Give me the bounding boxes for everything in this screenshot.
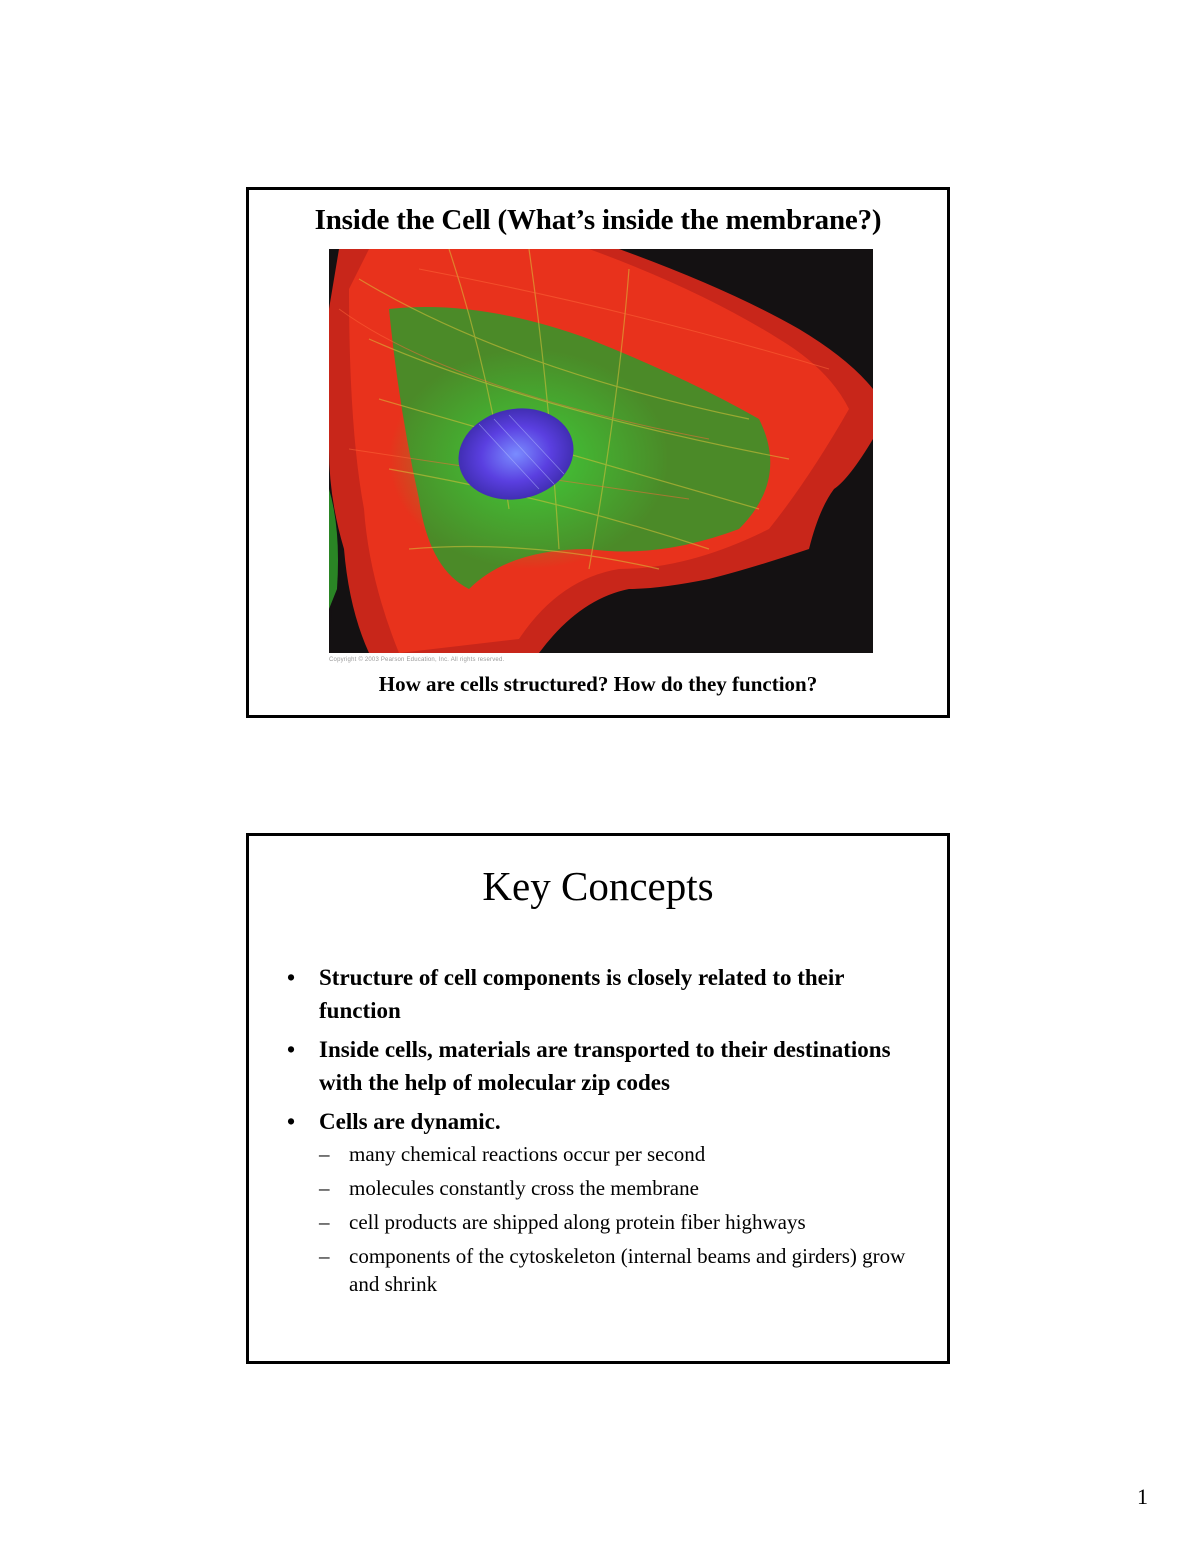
slide-caption: How are cells structured? How do they function? [378, 672, 818, 696]
bullet-item [287, 1105, 927, 1298]
bullet-item [287, 961, 927, 1027]
dash-icon: – [319, 1176, 330, 1200]
slide-key-concepts [246, 833, 950, 1364]
sub-bullet-list [319, 1140, 927, 1298]
cell-image [329, 249, 873, 653]
dash-icon: – [319, 1210, 330, 1234]
sub-bullet-text: molecules constantly cross the membrane [349, 1176, 699, 1200]
dash-icon: – [319, 1142, 330, 1166]
bullet-text: Structure of cell components is closely related to their function [319, 965, 845, 1023]
bullet-icon: • [287, 965, 296, 990]
sub-bullet-item [319, 1242, 927, 1298]
sub-bullet-item [319, 1208, 927, 1236]
sub-bullet-text: components of the cytoskeleton (internal beams and girders) grow and shrink [349, 1244, 906, 1296]
bullet-icon: • [287, 1037, 296, 1062]
photo-credit: Copyright © 2003 Pearson Education, Inc. All rights reserved. [329, 657, 505, 663]
sub-bullet-text: cell products are shipped along protein fiber highways [349, 1210, 806, 1234]
slide-title: Key Concepts [482, 863, 714, 909]
bullet-list [287, 961, 927, 1304]
slide-inside-the-cell [246, 187, 950, 718]
page-number: 1 [1137, 1484, 1148, 1509]
sub-bullet-item [319, 1174, 927, 1202]
bullet-icon: • [287, 1109, 296, 1134]
bullet-text: Cells are dynamic. [319, 1109, 501, 1134]
dash-icon: – [319, 1244, 330, 1268]
bullet-text: Inside cells, materials are transported to their destinations with the help of molecular zip codes [319, 1037, 891, 1095]
sub-bullet-item [319, 1140, 927, 1168]
slide-title: Inside the Cell (What’s inside the membrane?) [314, 204, 882, 236]
sub-bullet-text: many chemical reactions occur per second [349, 1142, 706, 1166]
bullet-item [287, 1033, 927, 1099]
cell-fluorescence-photo [329, 249, 873, 653]
